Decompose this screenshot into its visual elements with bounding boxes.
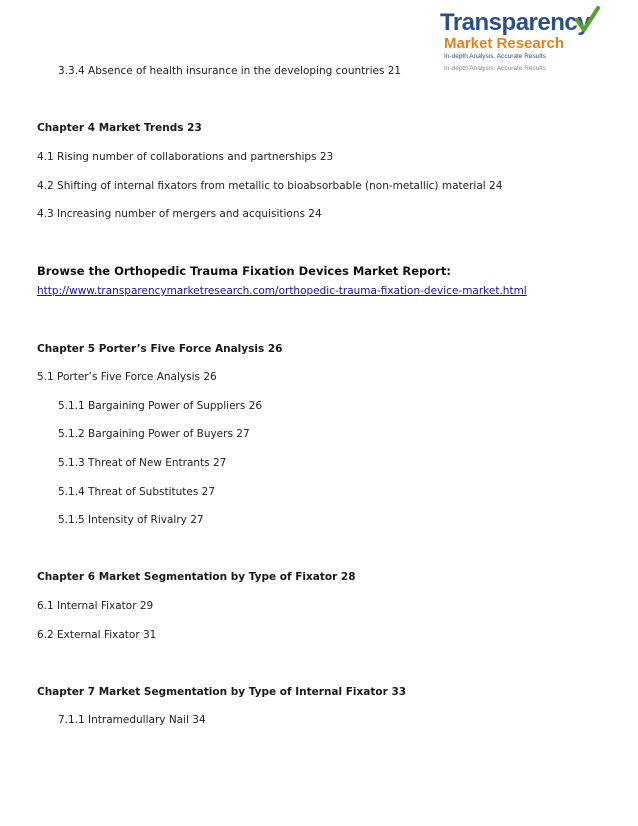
logo-subtitle: Market Research [444, 35, 565, 52]
toc-entry-3-3-4: 3.3.4 Absence of health insurance in the developing countries 21 [58, 65, 402, 77]
logo-wordmark: Transparency [440, 9, 591, 36]
logo-tagline-secondary: In-depth Analysis. Accurate Results [444, 65, 546, 72]
toc-entry-7-1-1: 7.1.1 Intramedullary Nail 34 [58, 714, 206, 726]
toc-entry-6-1: 6.1 Internal Fixator 29 [37, 600, 154, 612]
toc-entry-5-1-4: 5.1.4 Threat of Substitutes 27 [58, 486, 216, 498]
toc-entry-4-3: 4.3 Increasing number of mergers and acquisitions 24 [37, 208, 322, 220]
toc-entry-4-2: 4.2 Shifting of internal fixators from metallic to bioabsorbable (non-metallic) material 24 [37, 180, 503, 192]
toc-entry-5-1-1: 5.1.1 Bargaining Power of Suppliers 26 [58, 400, 263, 412]
toc-entry-6-2: 6.2 External Fixator 31 [37, 629, 157, 641]
chapter-6-heading: Chapter 6 Market Segmentation by Type of Fixator 28 [37, 571, 356, 583]
browse-report-label: Browse the Orthopedic Trauma Fixation Devices Market Report: [37, 264, 451, 278]
toc-entry-5-1: 5.1 Porter’s Five Force Analysis 26 [37, 371, 217, 383]
report-link[interactable]: http://www.transparencymarketresearch.com/orthopedic-trauma-fixation-device-market.html [37, 285, 527, 297]
toc-entry-4-1: 4.1 Rising number of collaborations and partnerships 23 [37, 151, 334, 163]
company-logo [438, 8, 603, 78]
toc-entry-5-1-5: 5.1.5 Intensity of Rivalry 27 [58, 514, 204, 526]
logo-tagline: In-depth Analysis. Accurate Results [444, 53, 546, 60]
checkmark-icon [574, 6, 600, 36]
toc-entry-5-1-2: 5.1.2 Bargaining Power of Buyers 27 [58, 428, 250, 440]
toc-entry-5-1-3: 5.1.3 Threat of New Entrants 27 [58, 457, 227, 469]
chapter-7-heading: Chapter 7 Market Segmentation by Type of Internal Fixator 33 [37, 686, 407, 698]
chapter-5-heading: Chapter 5 Porter’s Five Force Analysis 26 [37, 343, 283, 355]
chapter-4-heading: Chapter 4 Market Trends 23 [37, 122, 202, 134]
